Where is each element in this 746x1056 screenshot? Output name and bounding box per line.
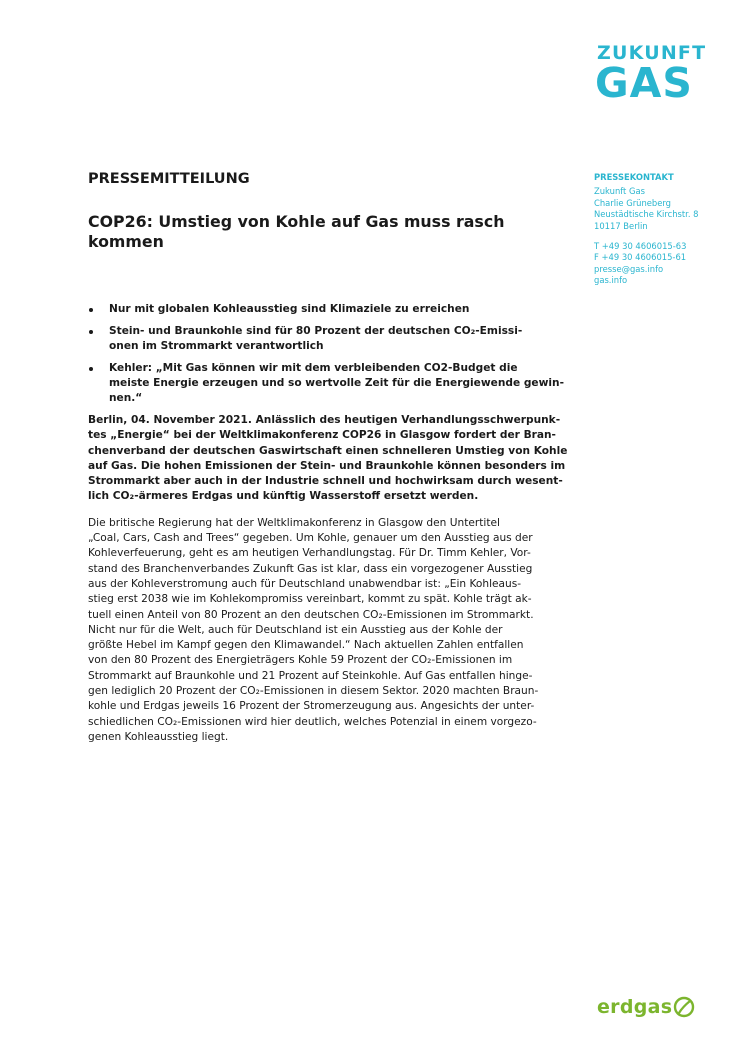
key-point xyxy=(88,361,568,406)
document-type: PRESSEMITTEILUNG xyxy=(88,171,250,187)
contact-phone: T +49 30 4606015-63 xyxy=(594,241,687,252)
contact-org: Zukunft Gas xyxy=(594,186,645,197)
contact-street: Neustädtische Kirchstr. 8 xyxy=(594,209,699,220)
key-point xyxy=(88,324,568,354)
contact-email[interactable]: presse@gas.info xyxy=(594,263,664,274)
key-point xyxy=(88,302,568,317)
erdgas-wordmark: erdgas xyxy=(597,996,673,1018)
press-contact-heading: PRESSEKONTAKT xyxy=(594,172,674,182)
contact-name: Charlie Grüneberg xyxy=(594,197,671,208)
leaf-icon xyxy=(673,996,695,1018)
key-point-text: Kehler: „Mit Gas können wir mit dem verbleibenden CO2-Budget die meiste Energie erzeugen und so wertvolle Zeit für die Energiewende gewin- nen.“ xyxy=(109,362,564,404)
erdgas-logo xyxy=(597,996,695,1018)
lead-paragraph: Berlin, 04. November 2021. Anlässlich des heutigen Verhandlungsschwerpunk- tes „Energie“ bei der Weltklimakonferenz COP26 in Glasgow fordert der Bran- chenverband der deutschen Gaswirtschaft einen schnelleren Umstieg von Kohle auf Gas. Die hohen Emissionen der Stein- und Braunkohle können besonders im Strommarkt aber auch in der Industrie schnell und hochwirksam durch wesent- lich CO₂-ärmeres Erdgas und künftig Wasserstoff ersetzt werden. xyxy=(88,414,568,503)
body-paragraph: Die britische Regierung hat der Weltklimakonferenz in Glasgow den Untertitel „Coal, Cars, Cash and Trees“ gegeben. Um Kohle, genauer um den Ausstieg aus der Kohleverfeuerung, geht es am heutigen Verhandlungstag. Für Dr. Timm Kehler, Vor- stand des Branchenverbandes Zukunft Gas ist klar, dass ein vorgezogener Ausstieg aus der Kohleverstromung auch für Deutschland unabwendbar ist: „Ein Kohleaus- stieg erst 2038 wie im Kohlekompromiss vereinbart, kommt zu spät. Kohle trägt ak- tuell einen Anteil von 80 Prozent an den deutschen CO₂-Emissionen im Strommarkt. Nicht nur für die Welt, auch für Deutschland ist ein Ausstieg aus der Kohle der größte Hebel im Kampf gegen den Klimawandel.“ Nach aktuellen Zahlen entfallen von den 80 Prozent des Energieträgers Kohle 59 Prozent der CO₂-Emissionen im Strommarkt auf Braunkohle und 21 Prozent auf Steinkohle. Auf Gas entfallen hinge- gen lediglich 20 Prozent der CO₂-Emissionen in diesem Sektor. 2020 machten Braun- kohle und Erdgas jeweils 16 Prozent der Stromerzeugung aus. Angesichts der unter- schiedlichen CO₂-Emissionen wird hier deutlich, welches Potenzial in einem vorgezo- genen Kohleausstieg liegt. xyxy=(88,516,539,743)
headline: COP26: Umstieg von Kohle auf Gas muss rasch kommen xyxy=(88,212,505,251)
contact-fax: F +49 30 4606015-61 xyxy=(594,252,687,263)
key-point-text: Nur mit globalen Kohleausstieg sind Klimaziele zu erreichen xyxy=(109,303,470,315)
press-contact xyxy=(594,172,734,287)
zukunft-gas-logo xyxy=(595,42,707,107)
logo-line-1: ZUKUNFT xyxy=(597,42,707,64)
main-content xyxy=(88,170,568,745)
logo-line-2: GAS xyxy=(595,59,693,107)
contact-web[interactable]: gas.info xyxy=(594,275,628,286)
key-point-text: Stein- und Braunkohle sind für 80 Prozent der deutschen CO₂-Emissi- onen im Strommarkt verantwortlich xyxy=(109,325,523,352)
key-points xyxy=(88,302,568,406)
contact-city: 10117 Berlin xyxy=(594,220,648,231)
